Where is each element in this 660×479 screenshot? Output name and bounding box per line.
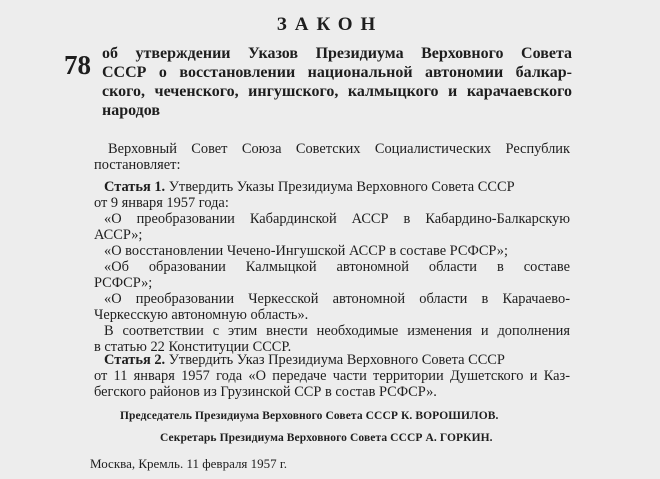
law-heading (102, 44, 572, 120)
article-1-first-line (94, 179, 570, 195)
article-1-line: от 9 января 1957 года: (94, 195, 229, 211)
article-2-line: бегского районов из Грузинской ССР в состав РСФСР». (94, 384, 437, 400)
document-title: ЗАКОН (276, 14, 384, 35)
article-2-label: Статья 2. (104, 352, 166, 368)
article-1-line: РСФСР»; (94, 275, 153, 291)
article-1-line: В соответствии с этим внести необходимые изменения и дополнения (104, 323, 570, 339)
article-2-first-line (94, 352, 570, 368)
article-1-line: «Об образовании Калмыцкой автономной области в составе (104, 259, 570, 275)
place-date: Москва, Кремль. 11 февраля 1957 г. (90, 456, 288, 471)
heading-line: СССР о восстановлении национальной автономии балкар- (102, 64, 572, 81)
article-1-line: «О преобразовании Кабардинской АССР в Кабардино-Балкарскую (104, 211, 570, 227)
article-1-line: Утвердить Указы Президиума Верховного Совета СССР (168, 179, 515, 195)
article-2 (94, 352, 570, 400)
preamble-line: Верховный Совет Союза Советских Социалистических Республик (108, 141, 570, 157)
preamble (94, 141, 570, 173)
article-2-line: Утвердить Указ Президиума Верховного Совета СССР (168, 352, 505, 368)
article-1-line: «О восстановлении Чечено-Ингушской АССР в составе РСФСР»; (104, 243, 508, 259)
secretary-signature: Секретарь Президиума Верховного Совета СССР А. ГОРКИН. (160, 432, 493, 444)
heading-line: об утверждении Указов Президиума Верховного Совета (102, 45, 572, 62)
article-1-line: Черкесскую автономную область». (94, 307, 309, 323)
heading-line: народов (102, 102, 160, 119)
article-2-line: от 11 января 1957 года «О передаче части территории Душетского и Каз- (94, 368, 570, 384)
chairman-signature: Председатель Президиума Верховного Совета СССР К. ВОРОШИЛОВ. (120, 410, 499, 422)
heading-line: ского, чеченского, ингушского, калмыцкого и карачаевского (102, 83, 572, 100)
article-1-line: АССР»; (94, 227, 143, 243)
article-1 (94, 179, 570, 355)
article-1-line: «О преобразовании Черкесской автономной области в Карачаево- (104, 291, 570, 307)
preamble-line: постановляет: (94, 157, 181, 173)
article-1-label: Статья 1. (104, 179, 166, 195)
article-1-line: в статью 22 Конституции СССР. (94, 339, 292, 355)
law-number: 78 (64, 50, 91, 80)
